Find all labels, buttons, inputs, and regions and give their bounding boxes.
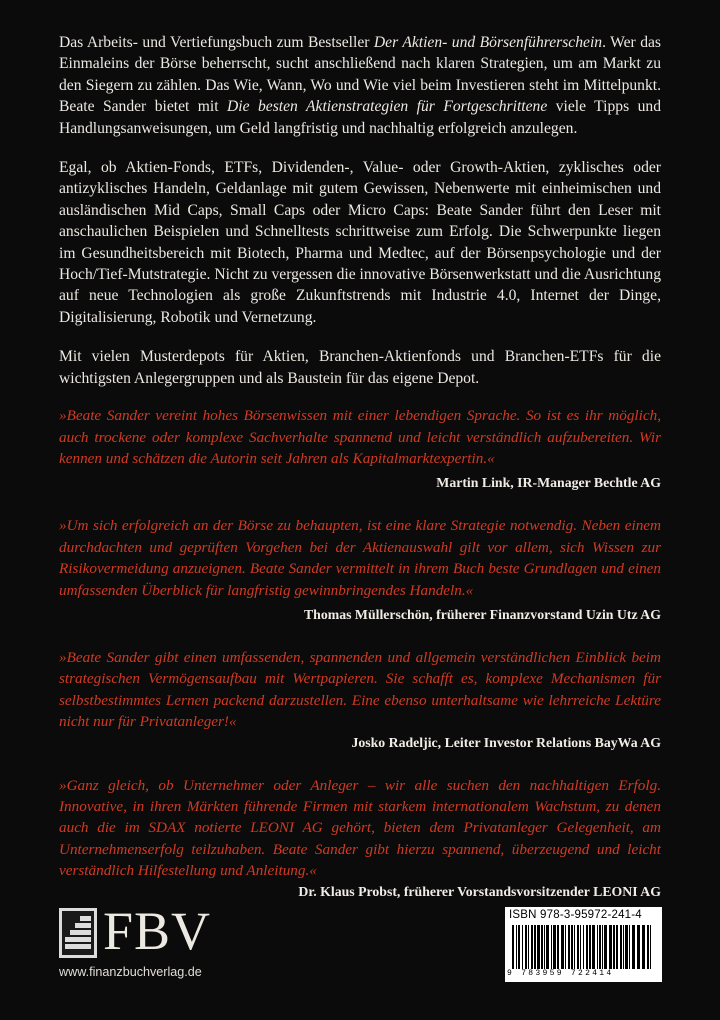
testimonial-text: »Um sich erfolgreich an der Börse zu behaupten, ist eine klare Strategie notwendig. Neben einem durchdachten und geprüften Vorgehen bei der Aktienauswahl gilt vor allem, sich Wissen zur Risikovermeidung anzueignen. Beate Sander vermittelt in ihrem Buch beste Grundlagen und einen umfassenden Überblick für langfristig gewinnbringendes Handeln.«	[59, 517, 661, 599]
testimonial-text: »Beate Sander vereint hohes Börsenwissen mit einer lebendigen Sprache. So ist es ihr möglich, auch trockene oder komplexe Sachverhalte spannend und leicht verständlich aufzubereiten. Wir kennen und schätzen die Autorin seit Jahren als Kapitalmarktexpertin.«	[59, 407, 661, 467]
topics-paragraph: Egal, ob Aktien-Fonds, ETFs, Dividenden-, Value- oder Growth-Aktien, zyklisches oder antizyklisches Handeln, Geldanlage mit gutem Gewissen, Nebenwerte mit einheimischen und ausländischen Mid Caps, Small Caps oder Micro Caps: Beate Sander führt den Leser mit anschaulichen Beispielen und Schnelltests schrittweise zum Erfolg. Die Schwerpunkte liegen im Gesundheitsbereich mit Biotech, Pharma und Medtec, auf der Börsenpsychologie und der Hoch/Tief-Mutstrategie. Nicht zu vergessen die innovative Börsenwerkstatt und die Ausrichtung auf neue Technologien als große Zukunftstrends mit Industrie 4.0, Internet der Dinge, Digitalisierung, Robotik und Vernetzung.	[59, 159, 661, 326]
isbn-barcode	[505, 907, 662, 982]
depots-paragraph: Mit vielen Musterdepots für Aktien, Branchen-Aktienfonds und Branchen-ETFs für die wichtigsten Anlegergruppen und als Baustein für das eigene Depot.	[59, 348, 661, 387]
testimonial-1	[59, 405, 661, 491]
testimonial-4	[59, 775, 661, 900]
book-title-reference: Der Aktien- und Börsenführerschein	[373, 34, 603, 51]
intro-text-3: viele Tipps und Handlungsanweisungen, um Geld langfristig und nachhaltig erfolgreich anzulegen.	[59, 98, 661, 137]
testimonial-3	[59, 647, 661, 751]
publisher-url[interactable]: www.finanzbuchverlag.de	[59, 965, 202, 979]
intro-paragraph	[59, 32, 661, 139]
intro-text-1: Das Arbeits- und Vertiefungsbuch zum Bestseller	[59, 34, 374, 51]
isbn-label: ISBN 978-3-95972-241-4	[509, 909, 642, 921]
fbv-logo	[59, 901, 212, 961]
barcode-digits: 9 783959 722414	[507, 969, 614, 978]
fbv-logo-text: FBV	[103, 901, 212, 961]
testimonial-2	[59, 515, 661, 623]
testimonial-author: Josko Radeljic, Leiter Investor Relations BayWa AG	[351, 734, 661, 750]
intro-text-2: . Wer das Einmaleins der Börse beherrscht, sucht anschließend nach klaren Strategien, um am Markt zu den Siegern zu zählen. Das Wie, Wann, Wo und Wie viel beim Investieren steht im Mittelpunkt. Beate Sander bietet mit	[59, 34, 661, 116]
testimonial-text: »Ganz gleich, ob Unternehmer oder Anleger – wir alle suchen den nachhaltigen Erfolg. Innovative, in ihren Märkten führende Firmen mit starkem internationalem Wachstum, zu denen auch die im SDAX notierte LEONI AG gehört, bieten dem Privatanleger Gelegenheit, am Unternehmenserfolg teilzuhaben. Beate Sander gibt hierzu spannend, überzeugend und leicht verständlich Hilfestellung und Anleitung.«	[59, 776, 661, 880]
book-title: Die besten Aktienstrategien für Fortgeschrittene	[227, 98, 548, 116]
barcode-bars-icon	[512, 925, 655, 969]
back-cover-text	[59, 32, 661, 924]
fbv-logo-icon	[59, 908, 97, 958]
testimonial-author: Martin Link, IR-Manager Bechtle AG	[436, 475, 661, 491]
testimonial-author: Dr. Klaus Probst, früherer Vorstandsvorsitzender LEONI AG	[298, 883, 661, 899]
testimonial-author: Thomas Müllerschön, früherer Finanzvorstand Uzin Utz AG	[303, 606, 661, 622]
testimonial-text: »Beate Sander gibt einen umfassenden, spannenden und allgemein verständlichen Einblick beim strategischen Vermögensaufbau mit Wertpapieren. Sie schafft es, komplexe Mechanismen für selbstbestimmtes Lernen packend darzustellen. Eine ebenso unterhaltsame wie lehrreiche Lektüre nicht nur für Privatanleger!«	[59, 648, 661, 731]
